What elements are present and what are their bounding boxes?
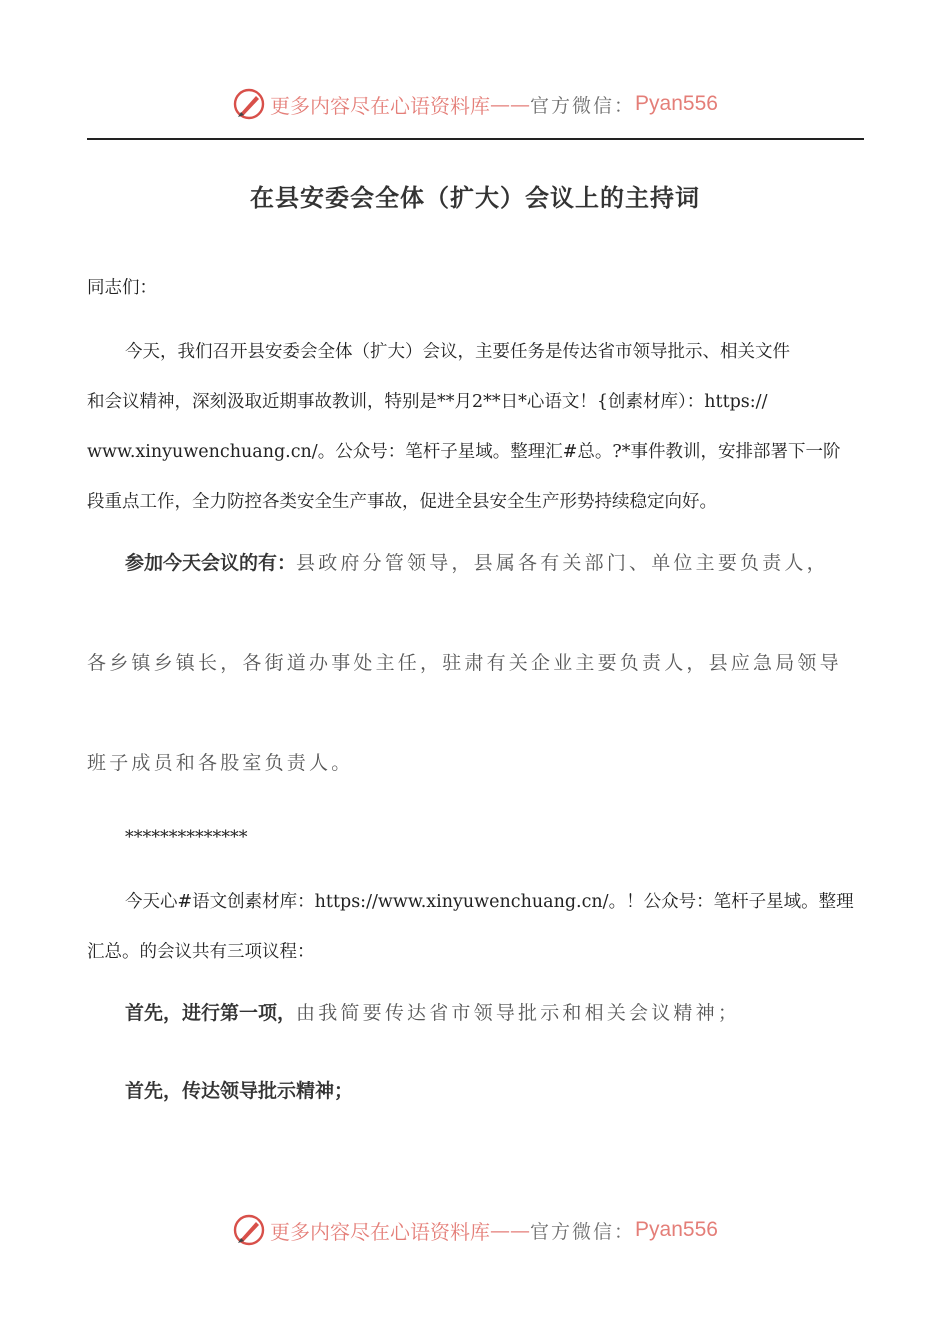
attendees-label: 参加今天会议的有： — [125, 552, 297, 574]
footer-slogan: 更多内容尽在心语资料库 — [270, 1219, 491, 1244]
agenda-line: 汇总。的会议共有三项议程： — [87, 942, 315, 962]
attendees-line: 各乡镇乡镇长，各街道办事处主任，驻肃有关企业主要负责人，县应急局领导 — [87, 652, 842, 674]
first-item-text: 由我简要传达省市领导批示和相关会议精神； — [296, 1002, 741, 1024]
header-separator: —— — [490, 92, 531, 116]
footer-banner — [0, 1210, 950, 1250]
first-item — [125, 998, 915, 1025]
paragraph-line: 今天，我们召开县安委会全体（扩大）会议，主要任务是传达省市领导批示、相关文件 — [125, 342, 790, 362]
footer-wechat-label: 官方微信： — [530, 1220, 636, 1243]
paragraph-line: 和会议精神，深刻汲取近期事故教训，特别是**月2**日*心语文！{创素材库）：https:// — [87, 392, 768, 412]
header-divider — [87, 138, 864, 140]
document-title: 在县安委会全体（扩大）会议上的主持词 — [250, 183, 700, 212]
separator-stars: ************** — [125, 828, 248, 848]
first-subitem: 首先，传达领导批示精神； — [125, 1080, 354, 1102]
paragraph-line: 段重点工作，全力防控各类安全生产事故，促进全县安全生产形势持续稳定向好。 — [87, 492, 717, 512]
attendees-text: 县政府分管领导，县属各有关部门、单位主要负责人， — [296, 552, 829, 574]
paragraph-line: www.xinyuwenchuang.cn/。公众号：笔杆子星域。整理汇#总。?*事件教训，安排部署下一阶 — [87, 442, 841, 462]
footer-wechat-id: Pyan556 — [635, 1218, 718, 1241]
salutation: 同志们： — [87, 278, 157, 298]
header-banner — [0, 84, 950, 124]
header-wechat-label: 官方微信： — [530, 94, 636, 117]
quill-logo-icon — [232, 87, 266, 121]
attendees-first-line — [125, 548, 915, 575]
header-slogan: 更多内容尽在心语资料库 — [270, 93, 491, 118]
attendees-line: 班子成员和各股室负责人。 — [87, 752, 354, 774]
agenda-line: 今天心#语文创素材库：https://www.xinyuwenchuang.cn/。！公众号：笔杆子星域。整理 — [125, 892, 854, 912]
footer-separator: —— — [490, 1218, 531, 1242]
quill-logo-icon — [232, 1213, 266, 1247]
first-item-label: 首先，进行第一项， — [125, 1002, 297, 1024]
header-wechat-id: Pyan556 — [635, 92, 718, 115]
